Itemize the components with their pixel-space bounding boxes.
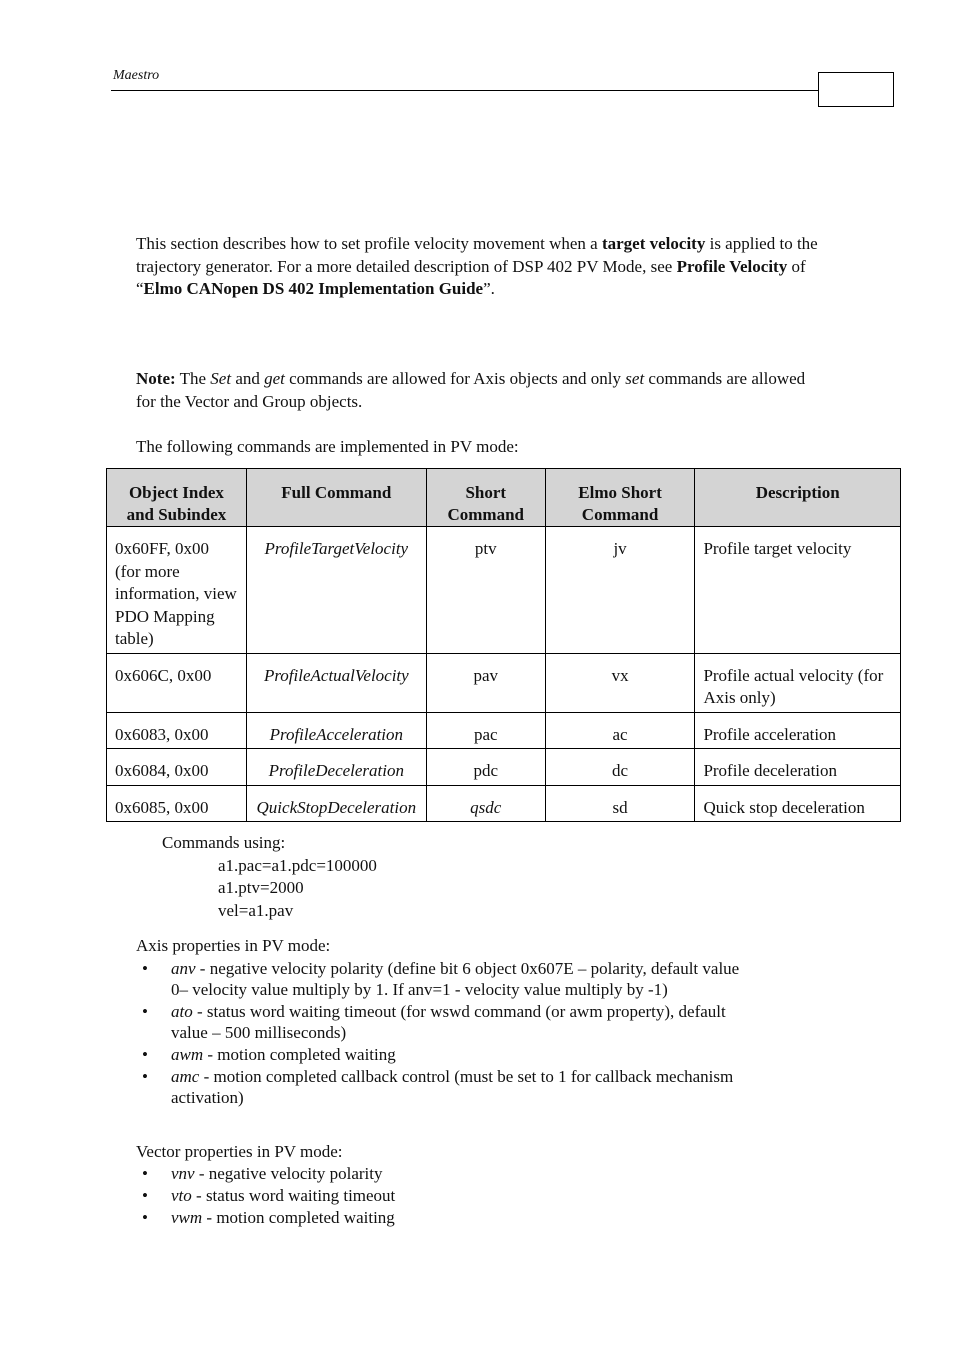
- cell-full-command: ProfileTargetVelocity: [246, 527, 426, 654]
- note-text-1: The: [175, 369, 211, 388]
- cell-short-command: qsdc: [426, 785, 545, 822]
- running-header-title: Maestro: [113, 68, 160, 83]
- intro-bold-guide-title: Elmo CANopen DS 402 Implementation Guide: [143, 279, 484, 298]
- list-item: [136, 1185, 756, 1206]
- axis-properties-label: Axis properties in PV mode:: [136, 936, 331, 955]
- col-header-elmo-short-command: Elmo Short Command: [545, 469, 695, 527]
- intro-text-4: ”.: [483, 279, 495, 298]
- pv-commands-table: [106, 468, 901, 822]
- property-name: amc: [171, 1067, 200, 1086]
- col-header-full-command: Full Command: [246, 469, 426, 527]
- note-italic-set-2: set: [625, 369, 645, 388]
- cell-short-command: ptv: [426, 527, 545, 654]
- axis-properties-list: [136, 958, 756, 1109]
- bullet-icon: •: [142, 1002, 148, 1021]
- command-line: vel=a1.pav: [218, 901, 294, 920]
- cell-description: Profile actual velocity (for Axis only): [695, 653, 901, 712]
- page-number-box: [818, 72, 894, 107]
- intro-paragraph: [136, 233, 826, 301]
- list-item: [136, 1001, 756, 1043]
- property-description: - status word waiting timeout (for wswd command (or awm property), default value – 500 milliseconds): [171, 1002, 726, 1042]
- table-row: [107, 712, 901, 749]
- table-row: [107, 785, 901, 822]
- list-item: [136, 1207, 756, 1228]
- note-italic-get: get: [264, 369, 285, 388]
- cell-full-command: QuickStopDeceleration: [246, 785, 426, 822]
- cell-short-command: pav: [426, 653, 545, 712]
- vector-properties-list: [136, 1163, 756, 1229]
- table-intro: The following commands are implemented in PV mode:: [136, 437, 519, 456]
- col-header-object-index: Object Index and Subindex: [107, 469, 247, 527]
- bullet-icon: •: [142, 1067, 148, 1086]
- cell-full-command: ProfileActualVelocity: [246, 653, 426, 712]
- property-description: - motion completed callback control (must be set to 1 for callback mechanism activation): [171, 1067, 734, 1107]
- cell-elmo-short-command: jv: [545, 527, 695, 654]
- cell-elmo-short-command: sd: [545, 785, 695, 822]
- cell-object-index: 0x6083, 0x00: [107, 712, 247, 749]
- bullet-icon: •: [142, 1164, 148, 1183]
- table-header-row: [107, 469, 901, 527]
- property-name: ato: [171, 1002, 193, 1021]
- col-header-description: Description: [695, 469, 901, 527]
- cell-object-index: 0x606C, 0x00: [107, 653, 247, 712]
- cell-elmo-short-command: ac: [545, 712, 695, 749]
- header-rule: [111, 90, 819, 91]
- property-description: - motion completed waiting: [203, 1045, 396, 1064]
- cell-short-command: pdc: [426, 749, 545, 786]
- bullet-icon: •: [142, 959, 148, 978]
- note-label: Note:: [136, 369, 176, 388]
- table-row: [107, 527, 901, 654]
- property-name: vnv: [171, 1164, 195, 1183]
- cell-description: Quick stop deceleration: [695, 785, 901, 822]
- note-italic-set: Set: [210, 369, 232, 388]
- property-description: - motion completed waiting: [202, 1208, 395, 1227]
- table-row: [107, 749, 901, 786]
- intro-text-3: of “: [136, 256, 806, 298]
- list-item: [136, 1163, 756, 1184]
- note-text-3: commands are allowed for Axis objects and only: [284, 369, 626, 388]
- cell-object-index: 0x6085, 0x00: [107, 785, 247, 822]
- bullet-icon: •: [142, 1045, 148, 1064]
- property-name: vto: [171, 1186, 192, 1205]
- cell-description: Profile deceleration: [695, 749, 901, 786]
- intro-bold-target-velocity: target velocity: [601, 234, 706, 253]
- note-text-2: and: [231, 369, 265, 388]
- cell-short-command: pac: [426, 712, 545, 749]
- cell-object-index: 0x60FF, 0x00 (for more information, view PDO Mapping table): [107, 527, 247, 654]
- table-row: [107, 653, 901, 712]
- property-name: awm: [171, 1045, 204, 1064]
- list-item: [136, 1066, 756, 1108]
- note-text-4: commands are allowed for the Vector and Group objects.: [136, 369, 806, 411]
- note-paragraph: [136, 368, 826, 413]
- intro-bold-profile-velocity: Profile Velocity: [676, 256, 788, 276]
- property-name: vwm: [171, 1208, 203, 1227]
- bullet-icon: •: [142, 1208, 148, 1227]
- cell-description: Profile target velocity: [695, 527, 901, 654]
- command-line: a1.pac=a1.pdc=100000: [218, 856, 377, 875]
- cell-elmo-short-command: vx: [545, 653, 695, 712]
- command-line: a1.ptv=2000: [218, 878, 304, 897]
- property-description: - status word waiting timeout: [191, 1186, 396, 1205]
- col-header-short-command: Short Command: [426, 469, 545, 527]
- cell-object-index: 0x6084, 0x00: [107, 749, 247, 786]
- list-item: [136, 1044, 756, 1065]
- intro-text-1: This section describes how to set profile velocity movement when a: [136, 234, 602, 253]
- cell-full-command: ProfileDeceleration: [246, 749, 426, 786]
- property-description: - negative velocity polarity (define bit 6 object 0x607E – polarity, default value 0– velocity value multiply by 1. If anv=1 - velocity value multiply by -1): [171, 959, 740, 999]
- vector-properties-label: Vector properties in PV mode:: [136, 1142, 343, 1161]
- property-name: anv: [171, 959, 196, 978]
- intro-text-2: is applied to the trajectory generator. For a more detailed description of DSP 402 PV Mode, see: [136, 234, 818, 276]
- cell-elmo-short-command: dc: [545, 749, 695, 786]
- cell-full-command: ProfileAcceleration: [246, 712, 426, 749]
- property-description: - negative velocity polarity: [194, 1164, 383, 1183]
- cell-description: Profile acceleration: [695, 712, 901, 749]
- bullet-icon: •: [142, 1186, 148, 1205]
- commands-label: Commands using:: [162, 833, 286, 852]
- list-item: [136, 958, 756, 1000]
